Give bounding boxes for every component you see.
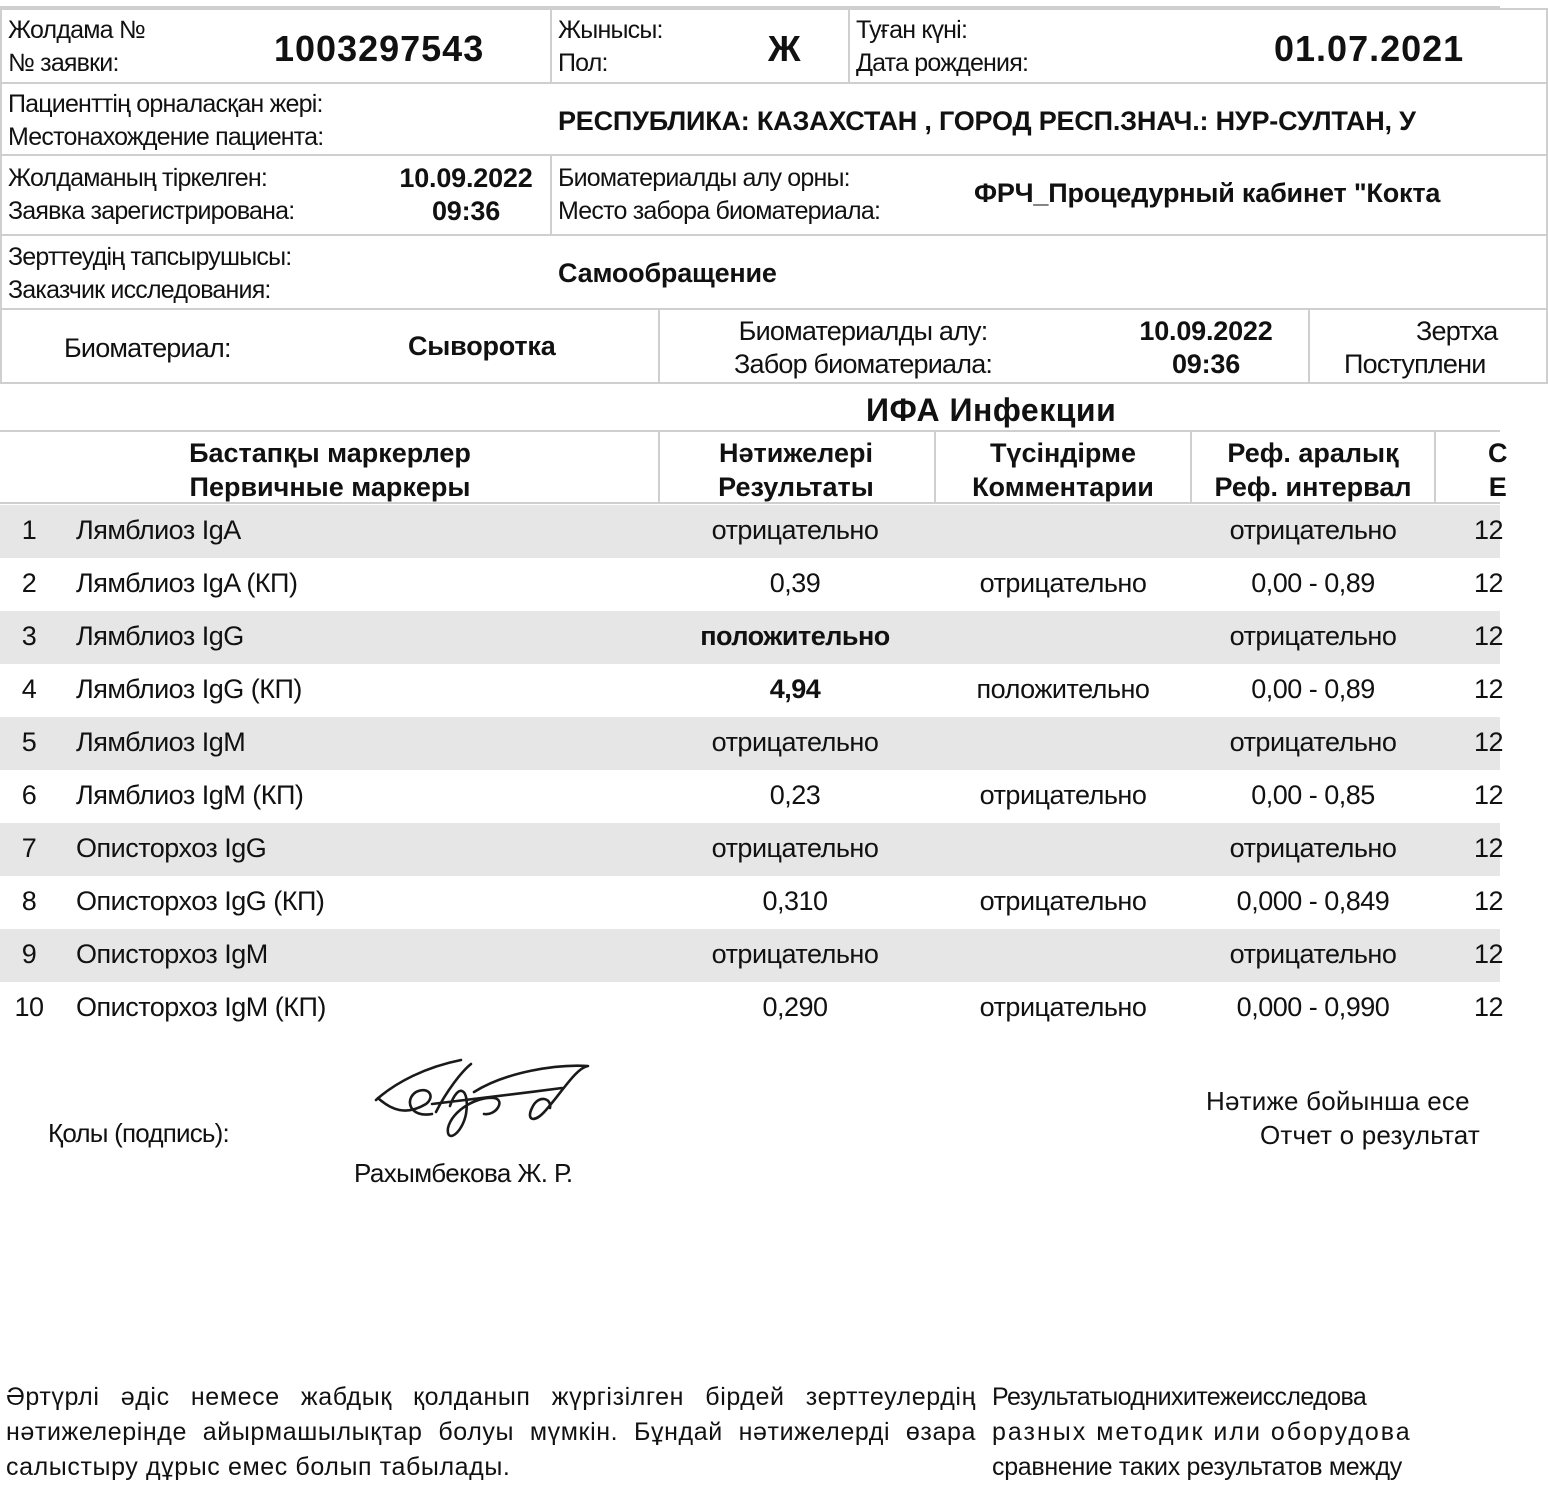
marker-name: Описторхоз IgG [76, 833, 267, 863]
registered-label: Жолдаманың тіркелген: Заявка зарегистрирована: [8, 164, 295, 225]
result-value: 0,310 [762, 886, 828, 916]
biomaterial-label: Биоматериал: [64, 333, 231, 363]
order-number: 1003297543 [274, 28, 485, 69]
row-number: 5 [21, 727, 37, 757]
last-column-value: 12 [1474, 621, 1504, 651]
reference-interval: 0,000 - 0,849 [1236, 886, 1390, 916]
registered-datetime: 10.09.2022 09:36 [399, 163, 533, 226]
comment-value: отрицательно [979, 780, 1147, 810]
marker-name: Описторхоз IgM (КП) [76, 992, 326, 1022]
result-value: 0,290 [762, 992, 828, 1022]
marker-name: Лямблиоз IgG [76, 621, 244, 651]
customer-label: Зерттеудің тапсырушысы: Заказчик исследования: [8, 243, 292, 304]
last-column-value: 12 [1474, 833, 1504, 863]
result-value: положительно [700, 621, 890, 651]
marker-name: Лямблиоз IgA [76, 515, 241, 545]
header-comments: Түсіндірме Комментарии [972, 438, 1154, 502]
table-row [0, 823, 1504, 876]
sex-label: Жынысы: Пол: [558, 16, 663, 77]
table-row [0, 929, 1504, 982]
result-value: отрицательно [711, 515, 879, 545]
last-column-value: 12 [1474, 992, 1504, 1022]
result-value: 0,23 [769, 780, 821, 810]
last-column-value: 12 [1474, 568, 1504, 598]
top-rule [0, 0, 1500, 8]
header-markers: Бастапқы маркерлер Первичные маркеры [189, 438, 471, 502]
last-column-value: 12 [1474, 727, 1504, 757]
location-cell [0, 82, 1548, 156]
report-note: Нәтиже бойынша есе Отчет о результат [1206, 1086, 1480, 1150]
header-divider [1434, 432, 1436, 504]
result-value: отрицательно [711, 833, 879, 863]
header-last: С Е [1488, 438, 1508, 502]
footer-disclaimer-kz: Әртүрлі әдіс немесе жабдық қолданып жүргізілген бірдей зерттеулердің нәтижелерінде айырмашылықтар болуы мүмкін. Бұндай нәтижелерді өзара салыстыру дұрыс емес болып табылады. [6, 1383, 976, 1481]
comment-value: отрицательно [979, 886, 1147, 916]
table-row [0, 770, 1504, 823]
comment-value: отрицательно [979, 992, 1147, 1022]
marker-name: Описторхоз IgG (КП) [76, 886, 325, 916]
sex-value: Ж [768, 28, 802, 69]
reference-interval: отрицательно [1229, 833, 1397, 863]
collection-place-value: ФРЧ_Процедурный кабинет "Кокта [974, 178, 1441, 208]
reference-interval: 0,00 - 0,85 [1251, 780, 1375, 810]
marker-name: Описторхоз IgM [76, 939, 268, 969]
reference-interval: 0,00 - 0,89 [1251, 674, 1375, 704]
marker-name: Лямблиоз IgM (КП) [76, 780, 304, 810]
received-label: Зертха Поступлени [1344, 316, 1498, 379]
marker-name: Лямблиоз IgM [76, 727, 246, 757]
sex-cell [550, 8, 850, 84]
row-number: 8 [21, 886, 37, 916]
table-row [0, 982, 1504, 1035]
result-value: отрицательно [711, 727, 879, 757]
comment-value: отрицательно [979, 568, 1147, 598]
result-value: 0,39 [769, 568, 821, 598]
row-number: 2 [21, 568, 37, 598]
section-title: ИФА Инфекции [866, 392, 1117, 428]
row-number: 3 [21, 621, 37, 651]
header-ref: Реф. аралық Реф. интервал [1214, 438, 1412, 502]
reference-interval: отрицательно [1229, 621, 1397, 651]
collection-place-label: Биоматериалды алу орны: Место забора биоматериала: [558, 164, 881, 225]
table-row [0, 717, 1504, 770]
location-value: РЕСПУБЛИКА: КАЗАХСТАН , ГОРОД РЕСП.ЗНАЧ.: НУР-СУЛТАН, У [558, 106, 1416, 136]
order-label: Жолдама № № заявки: [8, 16, 145, 77]
last-column-value: 12 [1474, 886, 1504, 916]
customer-cell [0, 234, 1548, 310]
collection-place-cell [550, 154, 1548, 236]
marker-name: Лямблиоз IgG (КП) [76, 674, 302, 704]
biomaterial-value: Сыворотка [408, 331, 556, 361]
sampling-datetime: 10.09.2022 09:36 [1139, 316, 1273, 379]
birth-date: 01.07.2021 [1274, 28, 1465, 69]
reference-interval: 0,000 - 0,990 [1236, 992, 1390, 1022]
reference-interval: отрицательно [1229, 727, 1397, 757]
signature-image [366, 1052, 596, 1152]
last-column-value: 12 [1474, 939, 1504, 969]
row-number: 10 [14, 992, 44, 1022]
header-results: Нәтижелері Результаты [718, 438, 874, 502]
row-number: 7 [21, 833, 37, 863]
customer-value: Самообращение [558, 258, 777, 288]
registered-cell [0, 154, 552, 236]
sampling-label: Биоматериалды алу: Забор биоматериала: [734, 316, 993, 379]
row-number: 1 [21, 515, 37, 545]
table-row [0, 876, 1504, 929]
result-value: отрицательно [711, 939, 879, 969]
marker-name: Лямблиоз IgA (КП) [76, 568, 298, 598]
last-column-value: 12 [1474, 515, 1504, 545]
row-number: 9 [21, 939, 37, 969]
table-header [0, 430, 1508, 504]
table-row [0, 664, 1504, 717]
location-label: Пациенттің орналасқан жері: Местонахождение пациента: [8, 90, 324, 151]
signer-name: Рахымбекова Ж. Р. [354, 1158, 573, 1188]
birth-label: Туған күні: Дата рождения: [856, 16, 1029, 77]
biomaterial-cell [0, 308, 660, 384]
received-cell [1308, 308, 1548, 384]
footer-disclaimer-ru: Результатыоднихитежеисследова разных методик или оборудова сравнение таких результатов между [992, 1383, 1412, 1481]
comment-value: положительно [976, 674, 1150, 704]
table-row [0, 611, 1504, 664]
reference-interval: отрицательно [1229, 515, 1397, 545]
last-column-value: 12 [1474, 780, 1504, 810]
order-number-cell [0, 8, 552, 84]
sampling-cell [658, 308, 1310, 384]
birth-date-cell [848, 8, 1548, 84]
table-row [0, 558, 1504, 611]
signature-label: Қолы (подпись): [48, 1118, 229, 1148]
reference-interval: 0,00 - 0,89 [1251, 568, 1375, 598]
row-number: 4 [21, 674, 37, 704]
reference-interval: отрицательно [1229, 939, 1397, 969]
table-row [0, 505, 1504, 558]
last-column-value: 12 [1474, 674, 1504, 704]
result-value: 4,94 [769, 674, 821, 704]
row-number: 6 [21, 780, 37, 810]
